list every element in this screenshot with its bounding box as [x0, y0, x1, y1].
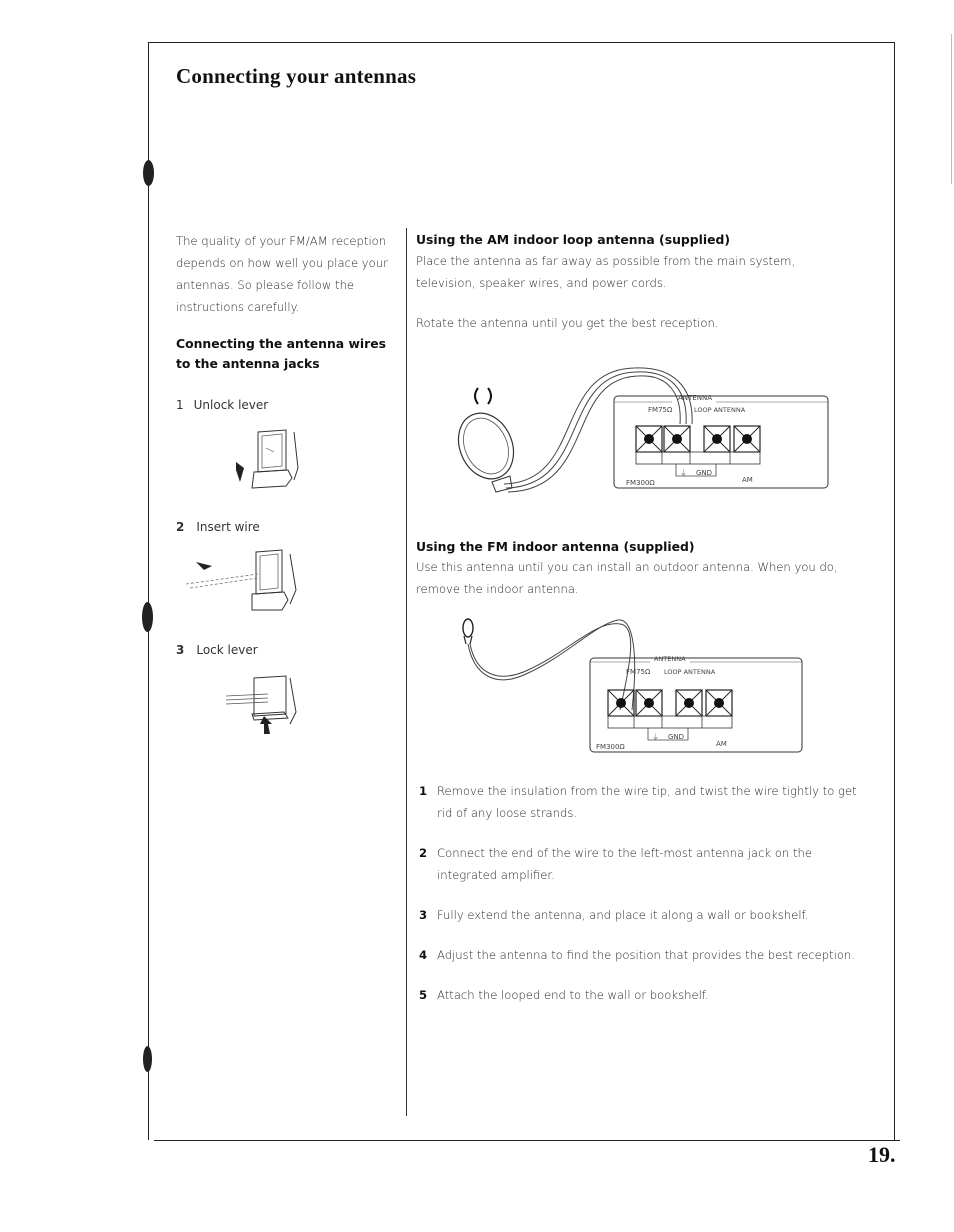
- page-frame-left: [148, 42, 149, 1140]
- am-heading: Using the AM indoor loop antenna (supplied): [416, 232, 731, 247]
- scan-edge-mark: [951, 34, 952, 184]
- loop-antenna-label: LOOP ANTENNA: [694, 406, 746, 414]
- lock-lever-illustration: [224, 672, 314, 740]
- ground-icon: ⏚: [652, 733, 659, 741]
- left-step-label: Unlock lever: [193, 398, 269, 412]
- step-text: Attach the looped end to the wall or bookshelf.: [437, 988, 709, 1002]
- loop-antenna-label: LOOP ANTENNA: [664, 668, 716, 676]
- antenna-jack-row: [636, 426, 760, 464]
- insert-wire-illustration: [182, 548, 312, 618]
- page-frame-bottom: [154, 1140, 900, 1141]
- left-step-number: 3: [176, 643, 185, 657]
- left-step-2: [176, 520, 260, 534]
- page-frame-right: [894, 42, 895, 1140]
- page-frame-top: [148, 42, 894, 43]
- fm-paragraph: Use this antenna until you can install an outdoor antenna. When you do, remove the indoor antenna.: [416, 560, 838, 596]
- fm75-label: FM75Ω: [626, 668, 651, 676]
- arrow-icon: [236, 462, 244, 482]
- intro-paragraph: The quality of your FM/AM reception depends on how well you place your antennas. So please follow the instructions carefully.: [176, 234, 388, 314]
- unlock-lever-illustration: [228, 424, 308, 496]
- loop-antenna: [448, 404, 523, 487]
- fm-antenna-diagram: [456, 616, 806, 754]
- step-number: 2: [419, 846, 428, 860]
- left-step-number: 1: [176, 398, 184, 412]
- page-title: Connecting your antennas: [176, 64, 417, 88]
- list-item: [419, 904, 869, 926]
- step-number: 4: [419, 948, 428, 962]
- column-divider: [406, 228, 407, 1116]
- arrow-icon: [196, 562, 212, 570]
- antenna-label: ANTENNA: [678, 394, 712, 402]
- antenna-label: ANTENNA: [654, 655, 686, 663]
- left-step-label: Lock lever: [196, 643, 258, 657]
- step-number: 5: [419, 988, 428, 1002]
- rotate-arrow-icon: [475, 388, 478, 404]
- left-step-number: 2: [176, 520, 185, 534]
- fm75-label: FM75Ω: [648, 406, 673, 414]
- step-number: 3: [419, 908, 428, 922]
- antenna-jack-row: [608, 690, 732, 728]
- step-text: Adjust the antenna to find the position that provides the best reception.: [437, 948, 855, 962]
- list-item: [419, 984, 869, 1006]
- fm-heading: Using the FM indoor antenna (supplied): [416, 539, 695, 554]
- page-number: 19.: [868, 1142, 896, 1167]
- fm300-label: FM300Ω: [626, 479, 655, 487]
- step-text: Remove the insulation from the wire tip, and twist the wire tightly to get rid of any loose strands.: [437, 784, 857, 820]
- list-item: [419, 842, 869, 886]
- rotate-arrow-icon: [488, 388, 491, 404]
- gnd-label: GND: [696, 469, 713, 477]
- am-label: AM: [716, 740, 727, 748]
- list-item: [419, 944, 869, 966]
- fm-steps-list: [419, 780, 869, 1024]
- am-label: AM: [742, 476, 753, 484]
- am-paragraph-2: Rotate the antenna until you get the best reception.: [416, 316, 719, 330]
- am-antenna-diagram: [444, 364, 836, 500]
- left-heading: Connecting the antenna wires to the antenna jacks: [176, 336, 387, 371]
- fm300-label: FM300Ω: [596, 743, 625, 751]
- antenna-loop-end: [463, 619, 473, 637]
- binding-mark: [143, 1046, 152, 1072]
- step-number: 1: [419, 784, 428, 798]
- left-step-label: Insert wire: [196, 520, 260, 534]
- gnd-label: GND: [668, 733, 685, 741]
- am-paragraph-1: Place the antenna as far away as possible from the main system, television, speaker wires, and power cords.: [416, 254, 796, 290]
- ground-icon: ⏚: [680, 469, 687, 477]
- left-step-3: [176, 643, 258, 657]
- binding-mark: [142, 602, 153, 632]
- left-step-1: [176, 398, 268, 412]
- list-item: [419, 780, 869, 824]
- step-text: Connect the end of the wire to the left-most antenna jack on the integrated amplifier.: [437, 846, 812, 882]
- binding-mark: [143, 160, 154, 186]
- step-text: Fully extend the antenna, and place it along a wall or bookshelf.: [437, 908, 809, 922]
